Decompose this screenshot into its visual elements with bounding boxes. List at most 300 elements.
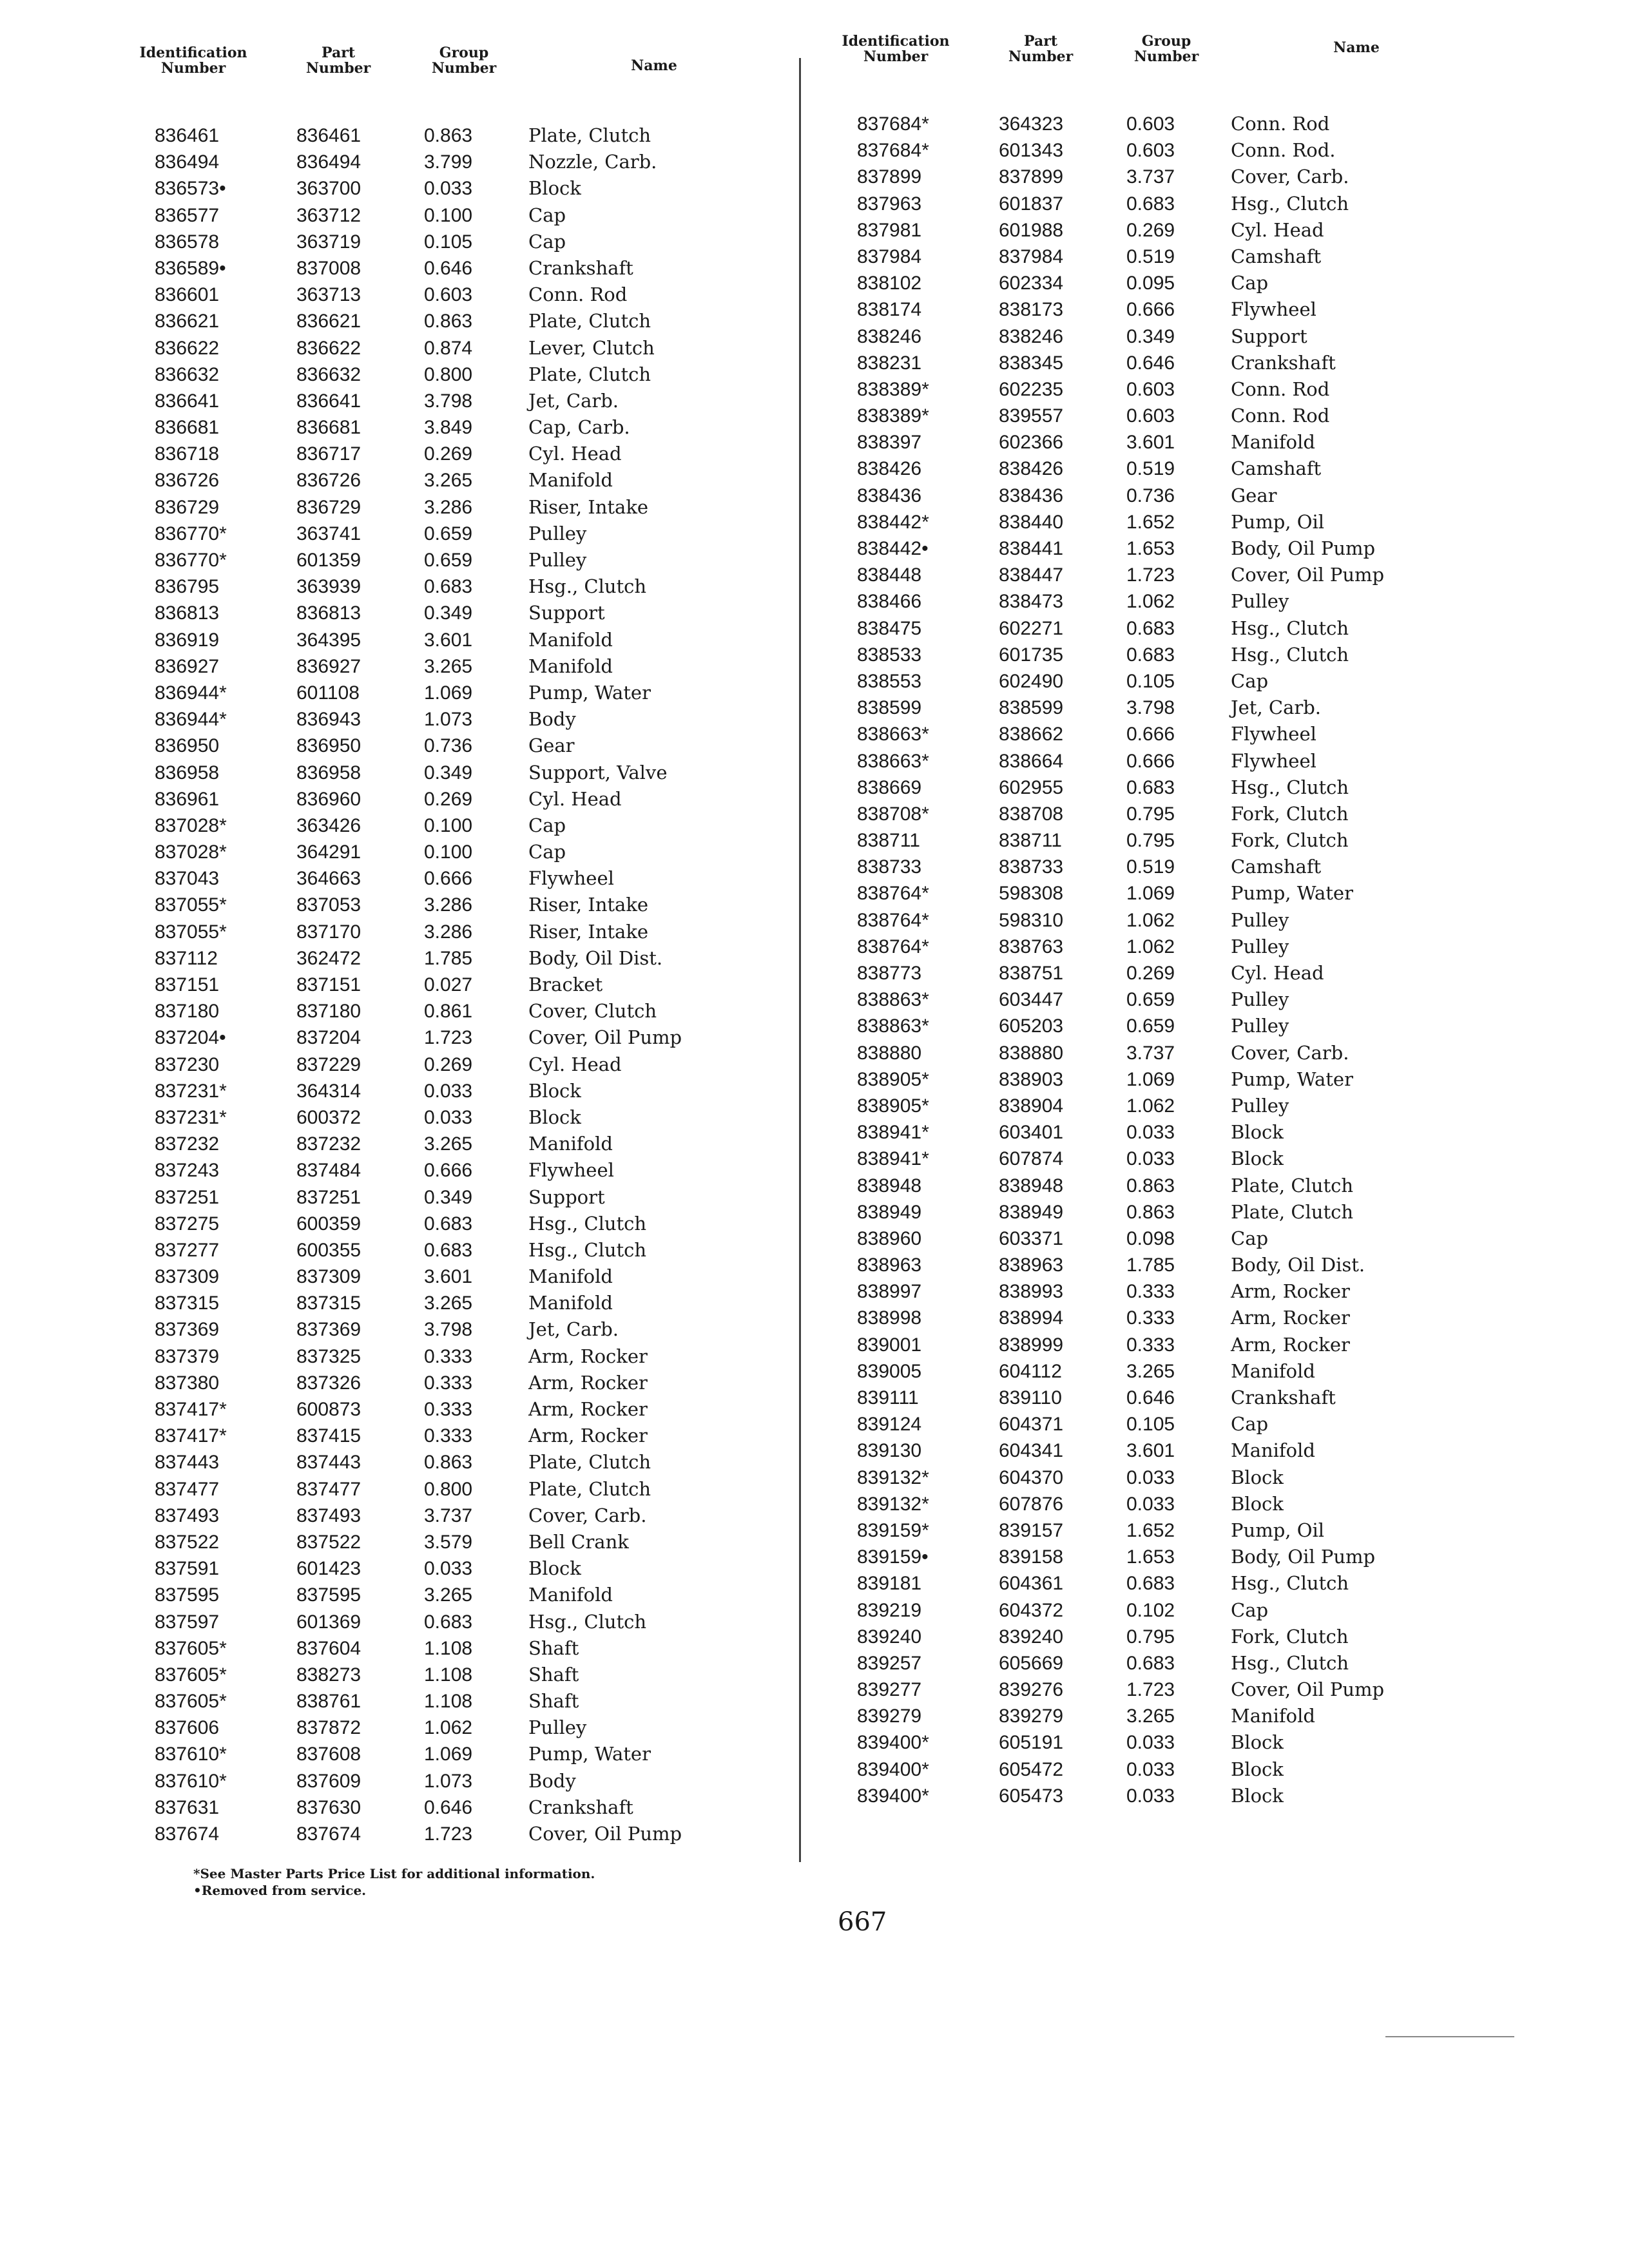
part-name: Block — [1231, 1758, 1284, 1780]
group-number: 0.646 — [424, 257, 473, 279]
table-row — [831, 1040, 1514, 1066]
part-number: 837232 — [296, 1133, 361, 1155]
part-number: 601988 — [999, 219, 1064, 241]
part-number: 364314 — [296, 1080, 361, 1102]
part-name: Block — [1231, 1148, 1284, 1170]
id-number: 837055* — [155, 921, 227, 943]
part-name: Cover, Oil Pump — [528, 1026, 682, 1049]
table-row — [129, 521, 812, 547]
id-number: 837232 — [155, 1133, 220, 1155]
table-row — [129, 1662, 812, 1688]
part-number: 837872 — [296, 1717, 361, 1739]
part-number: 601369 — [296, 1611, 361, 1633]
part-number: 837251 — [296, 1186, 361, 1208]
id-number: 839159* — [857, 1519, 929, 1541]
id-number: 837055* — [155, 894, 227, 916]
group-number: 1.653 — [1126, 1546, 1175, 1568]
header-identification-line1: Identification — [139, 44, 247, 61]
table-row — [129, 1688, 812, 1715]
group-number: 0.333 — [1126, 1334, 1175, 1356]
group-number: 0.269 — [424, 788, 473, 810]
id-number: 837522 — [155, 1531, 220, 1553]
group-number: 0.795 — [1126, 830, 1175, 852]
part-name: Block — [528, 1106, 581, 1128]
id-number: 838948 — [857, 1175, 922, 1196]
part-name: Body — [528, 708, 576, 731]
part-name: Plate, Clutch — [1231, 1174, 1354, 1196]
group-number: 0.269 — [1126, 219, 1175, 241]
part-name: Pulley — [1231, 935, 1289, 957]
part-number: 363741 — [296, 523, 361, 544]
group-number: 1.069 — [424, 1744, 473, 1765]
part-number: 363719 — [296, 231, 361, 253]
part-number: 837325 — [296, 1345, 361, 1367]
part-name: Cap — [1231, 669, 1269, 692]
part-name: Manifold — [1231, 431, 1315, 454]
table-row — [129, 760, 812, 786]
part-name: Hsg., Clutch — [1231, 1572, 1349, 1595]
table-row — [129, 229, 812, 255]
group-number: 0.603 — [1126, 140, 1175, 162]
id-number: 837443 — [155, 1452, 220, 1474]
part-number: 363700 — [296, 178, 361, 200]
id-number: 836494 — [155, 151, 220, 173]
part-name: Riser, Intake — [528, 920, 649, 943]
group-number: 3.601 — [424, 629, 473, 651]
part-number: 602955 — [999, 776, 1064, 798]
table-row — [831, 509, 1514, 535]
part-number: 838708 — [999, 803, 1064, 825]
id-number: 839219 — [857, 1599, 922, 1621]
group-number: 0.333 — [424, 1345, 473, 1367]
part-number: 838447 — [999, 564, 1064, 586]
group-number: 1.108 — [424, 1691, 473, 1713]
part-number: 838440 — [999, 511, 1064, 533]
part-number: 603447 — [999, 989, 1064, 1011]
header-identification-number — [831, 34, 960, 64]
table-row — [129, 1024, 812, 1051]
table-row — [831, 1677, 1514, 1703]
id-number: 836578 — [155, 231, 220, 253]
group-number: 3.265 — [1126, 1360, 1175, 1382]
part-number: 837170 — [296, 921, 361, 943]
id-number: 839277 — [857, 1679, 922, 1701]
group-number: 1.108 — [424, 1664, 473, 1686]
table-row — [129, 255, 812, 282]
part-number: 836960 — [296, 788, 361, 810]
part-number: 604371 — [999, 1414, 1064, 1436]
id-number: 837963 — [857, 193, 922, 215]
table-row — [129, 706, 812, 733]
page-number: 667 — [838, 1907, 887, 1937]
table-row — [831, 907, 1514, 934]
part-name: Cap, Carb. — [528, 416, 630, 439]
part-name: Riser, Intake — [528, 495, 649, 518]
id-number: 838764* — [857, 936, 929, 957]
part-name: Crankshaft — [1231, 351, 1336, 374]
part-name: Body — [528, 1769, 576, 1792]
id-number: 838102 — [857, 273, 922, 294]
id-number: 839400* — [857, 1785, 929, 1807]
part-number: 838994 — [999, 1307, 1064, 1329]
id-number: 837610* — [155, 1744, 227, 1765]
table-row — [129, 1635, 812, 1662]
part-number: 600355 — [296, 1239, 361, 1261]
part-number: 605669 — [999, 1652, 1064, 1674]
header-group-line2: Number — [431, 60, 497, 77]
table-row — [129, 653, 812, 680]
id-number: 839279 — [857, 1706, 922, 1727]
group-number: 0.349 — [424, 602, 473, 624]
group-number: 0.519 — [1126, 245, 1175, 267]
part-number: 836681 — [296, 417, 361, 439]
id-number: 839132* — [857, 1466, 929, 1488]
table-row — [129, 494, 812, 521]
group-number: 3.737 — [424, 1504, 473, 1526]
part-number: 837609 — [296, 1770, 361, 1792]
id-number: 838599 — [857, 697, 922, 719]
group-number: 0.349 — [424, 762, 473, 783]
id-number: 838941* — [857, 1122, 929, 1144]
table-row — [129, 1104, 812, 1131]
id-number: 837674 — [155, 1823, 220, 1845]
part-number: 836621 — [296, 311, 361, 332]
group-number: 0.333 — [424, 1399, 473, 1420]
table-row — [831, 217, 1514, 244]
id-number: 838997 — [857, 1281, 922, 1303]
id-number: 837595 — [155, 1584, 220, 1606]
table-row — [831, 323, 1514, 350]
group-number: 0.033 — [1126, 1493, 1175, 1515]
table-row — [129, 547, 812, 573]
id-number: 838733 — [857, 856, 922, 878]
part-number: 837484 — [296, 1160, 361, 1182]
part-number: 601735 — [999, 644, 1064, 666]
group-number: 0.683 — [424, 1239, 473, 1261]
id-number: 839124 — [857, 1414, 922, 1436]
part-number: 364663 — [296, 868, 361, 890]
id-number: 837277 — [155, 1239, 220, 1261]
group-number: 0.659 — [1126, 1015, 1175, 1037]
id-number: 836641 — [155, 390, 220, 412]
id-number: 837597 — [155, 1611, 220, 1633]
footnote-bullet: •Removed from service. — [193, 1883, 367, 1898]
id-number: 838397 — [857, 432, 922, 454]
part-number: 364323 — [999, 113, 1064, 135]
part-number: 837315 — [296, 1293, 361, 1314]
part-number: 838441 — [999, 538, 1064, 559]
id-number: 837984 — [857, 245, 922, 267]
part-name: Cover, Carb. — [1231, 1041, 1349, 1064]
table-row — [129, 414, 812, 441]
group-number: 0.683 — [1126, 1652, 1175, 1674]
id-number: 837417* — [155, 1399, 227, 1420]
part-name: Cover, Carb. — [528, 1504, 647, 1526]
part-number: 837151 — [296, 974, 361, 995]
group-number: 0.646 — [1126, 1387, 1175, 1408]
part-number: 605473 — [999, 1785, 1064, 1807]
group-number: 0.033 — [1126, 1732, 1175, 1754]
id-number: 837417* — [155, 1425, 227, 1447]
part-name: Plate, Clutch — [528, 1451, 651, 1474]
part-name: Crankshaft — [528, 1796, 633, 1818]
part-number: 601343 — [999, 140, 1064, 162]
group-number: 1.108 — [424, 1637, 473, 1659]
table-row — [831, 535, 1514, 562]
id-number: 838174 — [857, 299, 922, 321]
part-name: Hsg., Clutch — [1231, 617, 1349, 639]
part-name: Fork, Clutch — [1231, 829, 1349, 852]
table-row — [129, 335, 812, 361]
group-number: 0.863 — [424, 311, 473, 332]
part-name: Cap — [528, 841, 566, 863]
part-number: 838993 — [999, 1281, 1064, 1303]
part-number: 836461 — [296, 125, 361, 146]
table-row — [129, 627, 812, 653]
part-name: Shaft — [528, 1690, 579, 1713]
id-number: 837684* — [857, 113, 929, 135]
table-row — [129, 1794, 812, 1821]
table-row — [831, 1252, 1514, 1278]
table-row — [129, 361, 812, 388]
part-name: Arm, Rocker — [528, 1371, 648, 1394]
part-number: 839557 — [999, 405, 1064, 427]
group-number: 0.683 — [1126, 1573, 1175, 1595]
part-number: 604372 — [999, 1599, 1064, 1621]
id-number: 836589• — [155, 257, 226, 279]
table-row — [129, 441, 812, 467]
table-row — [831, 1624, 1514, 1650]
table-row — [129, 600, 812, 626]
header-part-line2: Number — [1008, 48, 1074, 65]
group-number: 3.799 — [424, 151, 473, 173]
table-row — [831, 429, 1514, 456]
part-number: 837522 — [296, 1531, 361, 1553]
group-number: 1.062 — [1126, 936, 1175, 957]
part-number: 836717 — [296, 443, 361, 465]
group-number: 0.666 — [424, 1160, 473, 1182]
id-number: 839257 — [857, 1652, 922, 1674]
part-name: Plate, Clutch — [1231, 1200, 1354, 1223]
group-number: 0.349 — [1126, 325, 1175, 347]
id-number: 838442• — [857, 538, 929, 559]
header-identification-line2: Number — [160, 60, 226, 77]
part-number: 838436 — [999, 485, 1064, 506]
group-number: 0.603 — [1126, 113, 1175, 135]
part-name: Cap — [1231, 272, 1269, 294]
group-number: 0.659 — [424, 550, 473, 571]
table-row — [129, 1715, 812, 1741]
part-number: 604112 — [999, 1360, 1062, 1382]
group-number: 3.601 — [1126, 432, 1175, 454]
id-number: 838389* — [857, 378, 929, 400]
part-number: 837326 — [296, 1372, 361, 1394]
group-number: 3.265 — [424, 1584, 473, 1606]
group-number: 0.033 — [1126, 1758, 1175, 1780]
part-number: 838345 — [999, 352, 1064, 374]
id-number: 839111 — [857, 1387, 919, 1408]
id-number: 838711 — [857, 830, 920, 852]
id-number: 836461 — [155, 125, 220, 146]
part-number: 601108 — [296, 682, 360, 704]
part-number: 607874 — [999, 1148, 1064, 1170]
part-number: 838173 — [999, 299, 1064, 321]
part-number: 838246 — [999, 325, 1064, 347]
group-number: 0.666 — [1126, 750, 1175, 772]
table-row — [831, 1305, 1514, 1331]
part-number: 837595 — [296, 1584, 361, 1606]
id-number: 838448 — [857, 564, 922, 586]
table-row — [831, 1756, 1514, 1783]
part-name: Fork, Clutch — [1231, 802, 1349, 825]
table-row — [831, 1066, 1514, 1093]
group-number: 1.073 — [424, 1770, 473, 1792]
table-row — [831, 1093, 1514, 1119]
part-number: 603401 — [999, 1122, 1064, 1144]
part-number: 837604 — [296, 1637, 361, 1659]
table-row — [831, 1729, 1514, 1756]
group-number: 1.069 — [1126, 883, 1175, 905]
group-number: 3.265 — [424, 1133, 473, 1155]
part-name: Manifold — [528, 1133, 613, 1155]
id-number: 837243 — [155, 1160, 220, 1182]
part-name: Manifold — [528, 1584, 613, 1606]
id-number: 837379 — [155, 1345, 220, 1367]
part-name: Pulley — [528, 522, 587, 544]
id-number: 838475 — [857, 617, 922, 639]
group-number: 3.579 — [424, 1531, 473, 1553]
id-number: 838773 — [857, 963, 922, 984]
id-number: 837605* — [155, 1691, 227, 1713]
table-row — [831, 403, 1514, 429]
table-row — [129, 1211, 812, 1237]
part-number: 604370 — [999, 1466, 1064, 1488]
group-number: 0.874 — [424, 337, 473, 359]
part-number: 836943 — [296, 709, 361, 731]
id-number: 836632 — [155, 363, 220, 385]
part-number: 837674 — [296, 1823, 361, 1845]
part-number: 838711 — [999, 830, 1062, 852]
group-number: 0.646 — [1126, 352, 1175, 374]
group-number: 0.659 — [1126, 989, 1175, 1011]
table-row — [129, 1449, 812, 1475]
id-number: 836958 — [155, 762, 220, 783]
group-number: 0.033 — [1126, 1466, 1175, 1488]
id-number: 837631 — [155, 1796, 220, 1818]
part-number: 839110 — [999, 1387, 1062, 1408]
id-number: 836601 — [155, 284, 220, 306]
group-number: 0.105 — [424, 231, 473, 253]
group-number: 0.603 — [1126, 378, 1175, 400]
part-number: 837477 — [296, 1478, 361, 1500]
part-name: Support, Valve — [528, 761, 668, 783]
table-row — [129, 892, 812, 918]
id-number: 838231 — [857, 352, 922, 374]
id-number: 838708* — [857, 803, 929, 825]
part-number: 362472 — [296, 947, 361, 969]
part-name: Cyl. Head — [528, 787, 622, 810]
part-number: 837309 — [296, 1266, 361, 1288]
part-number: 836729 — [296, 496, 361, 518]
part-name: Arm, Rocker — [1231, 1333, 1350, 1356]
group-number: 1.723 — [1126, 1679, 1175, 1701]
group-number: 0.603 — [424, 284, 473, 306]
part-number: 601837 — [999, 193, 1064, 215]
table-row — [129, 1423, 812, 1449]
part-name: Support — [1231, 325, 1307, 347]
part-name: Pulley — [1231, 988, 1289, 1011]
part-number: 836927 — [296, 655, 361, 677]
group-number: 0.795 — [1126, 803, 1175, 825]
id-number: 838863* — [857, 1015, 929, 1037]
id-number: 836770* — [155, 550, 227, 571]
part-number: 837180 — [296, 1001, 361, 1023]
id-number: 837028* — [155, 841, 227, 863]
table-row — [831, 137, 1514, 164]
header-part-number — [284, 45, 393, 76]
part-name: Pulley — [1231, 1094, 1289, 1117]
part-name: Pump, Water — [1231, 882, 1353, 905]
id-number: 838533 — [857, 644, 922, 666]
part-name: Manifold — [528, 628, 613, 651]
group-number: 1.785 — [1126, 1254, 1175, 1276]
group-number: 0.603 — [1126, 405, 1175, 427]
part-number: 838761 — [296, 1691, 361, 1713]
part-name: Pump, Oil — [1231, 510, 1325, 533]
group-number: 0.863 — [424, 125, 473, 146]
id-number: 838764* — [857, 883, 929, 905]
group-number: 0.333 — [1126, 1281, 1175, 1303]
id-number: 837112 — [155, 947, 218, 969]
group-number: 0.519 — [1126, 856, 1175, 878]
part-number: 836950 — [296, 735, 361, 757]
table-row — [831, 1491, 1514, 1517]
id-number: 838764* — [857, 909, 929, 931]
group-number: 0.033 — [424, 178, 473, 200]
part-number: 838733 — [999, 856, 1064, 878]
part-number: 838999 — [999, 1334, 1064, 1356]
part-name: Block — [528, 1557, 581, 1580]
header-group-line2: Number — [1133, 48, 1199, 65]
group-number: 0.659 — [424, 523, 473, 544]
id-number: 836795 — [155, 576, 220, 598]
table-row — [831, 588, 1514, 615]
table-row — [831, 827, 1514, 854]
group-number: 3.601 — [1126, 1440, 1175, 1462]
table-row — [129, 1264, 812, 1290]
group-number: 1.062 — [1126, 591, 1175, 613]
part-number: 604361 — [999, 1573, 1064, 1595]
table-row — [129, 1316, 812, 1343]
id-number: 836621 — [155, 311, 220, 332]
id-number: 838941* — [857, 1148, 929, 1170]
id-number: 837684* — [857, 140, 929, 162]
group-number: 1.785 — [424, 947, 473, 969]
part-name: Hsg., Clutch — [528, 575, 647, 598]
id-number: 837369 — [155, 1319, 220, 1341]
table-row — [831, 456, 1514, 482]
id-number: 838998 — [857, 1307, 922, 1329]
header-group-line1: Group — [1141, 33, 1191, 50]
table-row — [831, 986, 1514, 1013]
id-number: 837251 — [155, 1186, 220, 1208]
part-name: Pulley — [1231, 908, 1289, 931]
group-number: 0.027 — [424, 974, 473, 995]
group-number: 1.062 — [424, 1717, 473, 1739]
table-row — [831, 1650, 1514, 1677]
group-number: 0.105 — [1126, 1414, 1175, 1436]
part-number: 837053 — [296, 894, 361, 916]
